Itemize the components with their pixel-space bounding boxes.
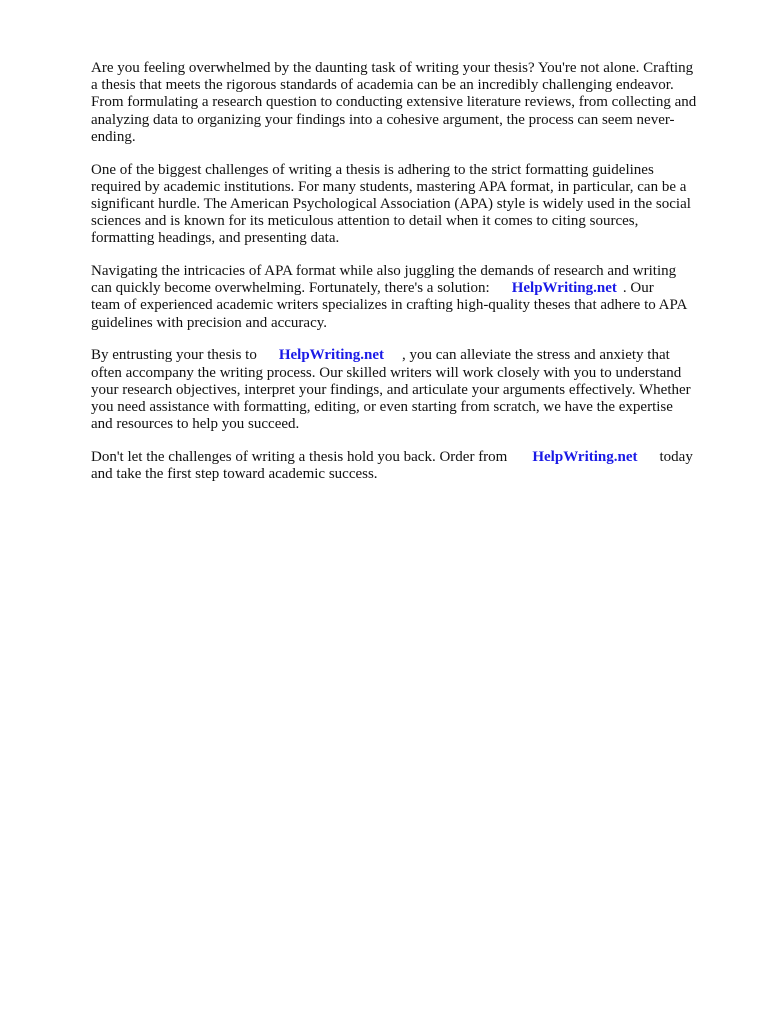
text-segment: Don't let the challenges of writing a thesis hold you back. Order from (91, 448, 508, 465)
text-line-with-link (91, 347, 719, 364)
text-line: and resources to help you succeed. (91, 416, 300, 433)
text-line: guidelines with precision and accuracy. (91, 314, 328, 331)
text-line: team of experienced academic writers specializes in crafting high-quality theses that adhere to APA (91, 297, 688, 314)
text-segment: can quickly become overwhelming. Fortunately, there's a solution: (91, 280, 490, 297)
text-segment: By entrusting your thesis to (91, 347, 257, 364)
text-line: a thesis that meets the rigorous standards of academia can be an incredibly challenging endeavor. (91, 77, 674, 94)
paragraph-intro (91, 60, 719, 146)
text-line: One of the biggest challenges of writing a thesis is adhering to the strict formatting guidelines (91, 161, 654, 178)
text-segment: , you can alleviate the stress and anxiety that (401, 347, 670, 364)
text-segment: . Our (622, 280, 654, 297)
paragraph-solution (91, 263, 719, 332)
helpwriting-link-1[interactable]: HelpWriting.net (511, 280, 617, 297)
text-line: sciences and is known for its meticulous attention to detail when it comes to citing sources, (91, 213, 639, 230)
text-line: often accompany the writing process. Our skilled writers will work closely with you to understand (91, 364, 682, 381)
text-line: and take the first step toward academic success. (91, 466, 378, 483)
text-line-with-link (91, 280, 719, 297)
text-line: significant hurdle. The American Psychological Association (APA) style is widely used in the social (91, 195, 691, 212)
text-line: ending. (91, 128, 136, 145)
document-body (91, 60, 719, 499)
paragraph-order (91, 449, 719, 483)
paragraph-entrust (91, 347, 719, 433)
text-line: analyzing data to organizing your findings into a cohesive argument, the process can seem never- (91, 111, 675, 128)
helpwriting-link-3[interactable]: HelpWriting.net (532, 448, 638, 465)
text-segment: today (659, 448, 693, 465)
text-line: formatting headings, and presenting data. (91, 230, 340, 247)
text-line: Are you feeling overwhelmed by the daunting task of writing your thesis? You're not alone. Crafting (91, 60, 694, 76)
helpwriting-link-2[interactable]: HelpWriting.net (278, 347, 384, 364)
text-line: you need assistance with formatting, editing, or even starting from scratch, we have the expertise (91, 398, 673, 415)
text-line: required by academic institutions. For many students, mastering APA format, in particular, can be a (91, 178, 687, 195)
text-line: your research objectives, interpret your findings, and articulate your arguments effectively. Whether (91, 381, 691, 398)
text-line: From formulating a research question to conducting extensive literature reviews, from collecting and (91, 94, 697, 111)
text-line: Navigating the intricacies of APA format while also juggling the demands of research and writing (91, 263, 677, 280)
paragraph-formatting (91, 162, 719, 248)
text-line-with-link (91, 449, 719, 466)
